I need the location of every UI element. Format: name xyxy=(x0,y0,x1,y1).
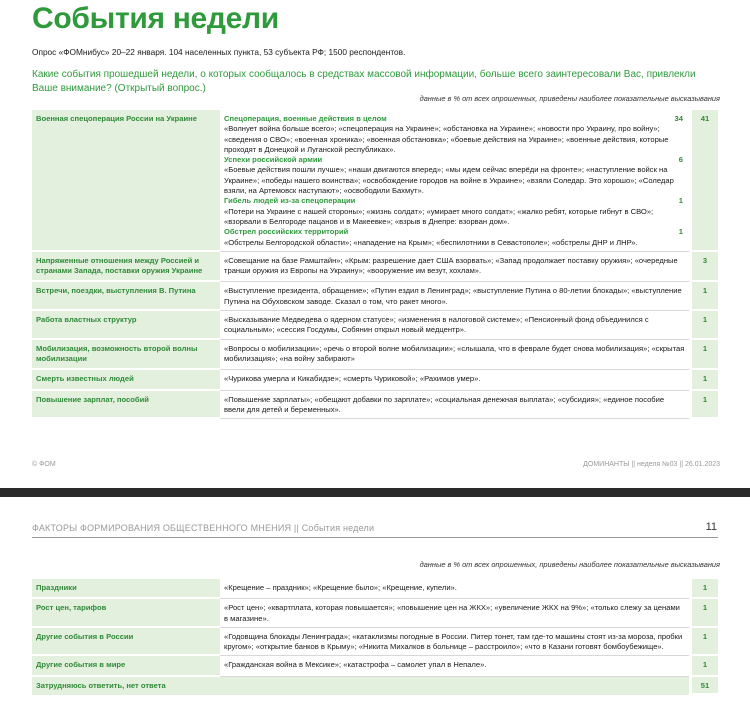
survey-info: Опрос «ФОМнибус» 20–22 января. 104 населенных пункта, 53 субъекта РФ; 1500 респондентов. xyxy=(32,47,406,57)
category-value: 1 xyxy=(692,370,718,390)
table-row xyxy=(32,110,718,252)
table-row xyxy=(32,628,718,657)
category-label: Военная спецоперация России на Украине xyxy=(32,110,220,252)
category-label: Смерть известных людей xyxy=(32,370,220,390)
data-note: данные в % от всех опрошенных, приведены наиболее показательные высказывания xyxy=(419,94,720,103)
quote-list: «Гражданская война в Мексике»; «катастрофа – самолет упал в Непале». xyxy=(220,656,689,676)
quote-list: «Чурикова умерла и Кикабидзе»; «смерть Чуриковой»; «Рахимов умер». xyxy=(220,370,689,390)
category-label: Другие события в России xyxy=(32,628,220,657)
subcategory: Гибель людей из-за спецоперации 1 xyxy=(224,196,683,206)
quote-list: «Выступление президента, обращение»; «Путин ездил в Ленинград»; «выступление Путина о 80-летии блокады»; «выступление Путина на Обуховском заводе. Сказал о том, что ракет много». xyxy=(220,282,689,311)
quote-list: «Боевые действия пошли лучше»; «наши двигаются вперед»; «мы идем сейчас вперёди на фронте»; «наступление войск на Украине»; «победы нашего воинства»; «освобождение городов на войне в Украине»; «взяли Соледар. Это хорошо»; «Соледар взяли, на Артемовск наступают»; «освободили Бахмут». xyxy=(224,165,674,196)
quote-list: «Потери на Украине с нашей стороны»; «жизнь солдат»; «умирает много солдат»; «жалко ребят, которые гибнут в СВО»; «взорвали в Белгороде пацанов и в Макеевке»; «взрыв в Днепре: взорван дом». xyxy=(224,206,654,226)
category-label: Работа властных структур xyxy=(32,311,220,340)
category-value: 1 xyxy=(692,628,718,657)
table-row xyxy=(32,370,718,390)
table-row xyxy=(32,599,718,628)
subcategory: Обстрел российских территорий 1 xyxy=(224,227,683,237)
category-value: 1 xyxy=(692,311,718,340)
category-label: Праздники xyxy=(32,579,220,599)
quote-list: «Обстрелы Белгородской области»; «нападение на Крым»; «беспилотники в Севастополе»; «обстрелы ДНР и ЛНР». xyxy=(224,237,638,247)
category-label: Напряженные отношения между Россией и странами Запада, поставки оружия Украине xyxy=(32,252,220,283)
quote-list: «Повышение зарплаты»; «обещают добавки по зарплате»; «социальная денежная выплата»; «субсидия»; «единое пособие ввели для детей и беременных». xyxy=(220,391,689,420)
results-table xyxy=(32,579,718,695)
quote-list: «Годовщина блокады Ленинграда»; «катаклизмы погодные в России. Питер тонет, там где-то машины стоят из-за мороза, пробки кругом»; «открытие банков в Крыму»; «Никита Михалков в больнице – расстроило»; «что в Казани готовят бомбоубежище». xyxy=(220,628,689,657)
table-row xyxy=(32,340,718,371)
category-value: 1 xyxy=(692,579,718,599)
category-value: 1 xyxy=(692,391,718,420)
header-rule xyxy=(32,537,718,538)
category-label: Повышение зарплат, пособий xyxy=(32,391,220,420)
quote-list: «Высказывание Медведева о ядерном статусе»; «изменения в налоговой системе»; «Пенсионный фонд объединился с социальным»; «сессия Госдумы, Собянин открыл новый медцентр». xyxy=(220,311,689,340)
category-label: Встречи, поездки, выступления В. Путина xyxy=(32,282,220,311)
total-label: Затрудняюсь ответить, нет ответа xyxy=(32,677,689,695)
table-row xyxy=(32,656,718,676)
quote-list: «Крещение – праздник»; «Крещение было»; «Крещение, купели». xyxy=(220,579,689,599)
category-value: 1 xyxy=(692,599,718,628)
table-row xyxy=(32,579,718,599)
category-label: Другие события в мире xyxy=(32,656,220,676)
category-value: 1 xyxy=(692,340,718,371)
category-value: 3 xyxy=(692,252,718,283)
table-row xyxy=(32,252,718,283)
quote-list: «Вопросы о мобилизации»; «речь о второй волне мобилизации»; «слышала, что в феврале будет снова мобилизация»; «скрытая мобилизация»; «на войну забирают» xyxy=(220,340,689,371)
footer-issue: ДОМИНАНТЫ || неделя №03 || 26.01.2023 xyxy=(583,461,720,468)
subcategory: Спецоперация, военные действия в целом 34 xyxy=(224,114,683,123)
category-details xyxy=(220,110,689,252)
survey-question: Какие события прошедшей недели, о которых сообщалось в средствах массовой информации, больше всего заинтересовали Вас, привлекли Ваше внимание? (Открытый вопрос.) xyxy=(32,69,696,94)
category-value: 1 xyxy=(692,282,718,311)
running-header: ФАКТОРЫ ФОРМИРОВАНИЯ ОБЩЕСТВЕННОГО МНЕНИЯ || События недели xyxy=(32,523,375,533)
page-2 xyxy=(0,497,750,721)
results-table xyxy=(32,110,718,419)
quote-list: «Рост цен»; «квартплата, которая повышается»; «повышение цен на ЖКХ»; «увеличение ЖКХ на 9%»; «только слежу за ценами в магазине». xyxy=(220,599,689,628)
subcategory: Успехи российской армии 6 xyxy=(224,155,683,165)
quote-list: «Волнует война больше всего»; «спецоперация на Украине»; «обстановка на Украине»; «новости про Украину, про войну»; «сведения о СВО»; «военная хроника»; «военная обстановка»; «боевые действия на Украине»; «военные действия, которые проходят в Донецкой и Луганской республиках». xyxy=(224,124,669,154)
total-row xyxy=(32,677,718,695)
total-value: 51 xyxy=(692,677,718,695)
category-label: Рост цен, тарифов xyxy=(32,599,220,628)
quote-list: «Совещание на базе Рамштайн»; «Крым: разрешение дает США взорвать»; «Запад продолжает поставку оружия»; «очередные транши оружия из Европы на Украину»; «вооружение им везут, хохлам». xyxy=(220,252,689,283)
data-note: данные в % от всех опрошенных, приведены наиболее показательные высказывания xyxy=(419,560,720,569)
footer-copyright: © ФОМ xyxy=(32,461,56,468)
page-number: 11 xyxy=(705,521,717,533)
category-value: 41 xyxy=(692,110,718,252)
category-value: 1 xyxy=(692,656,718,676)
table-row xyxy=(32,311,718,340)
page-title: События недели xyxy=(32,2,279,35)
table-row xyxy=(32,391,718,420)
page-separator xyxy=(0,488,750,497)
table-row xyxy=(32,282,718,311)
category-label: Мобилизация, возможность второй волны мобилизации xyxy=(32,340,220,371)
